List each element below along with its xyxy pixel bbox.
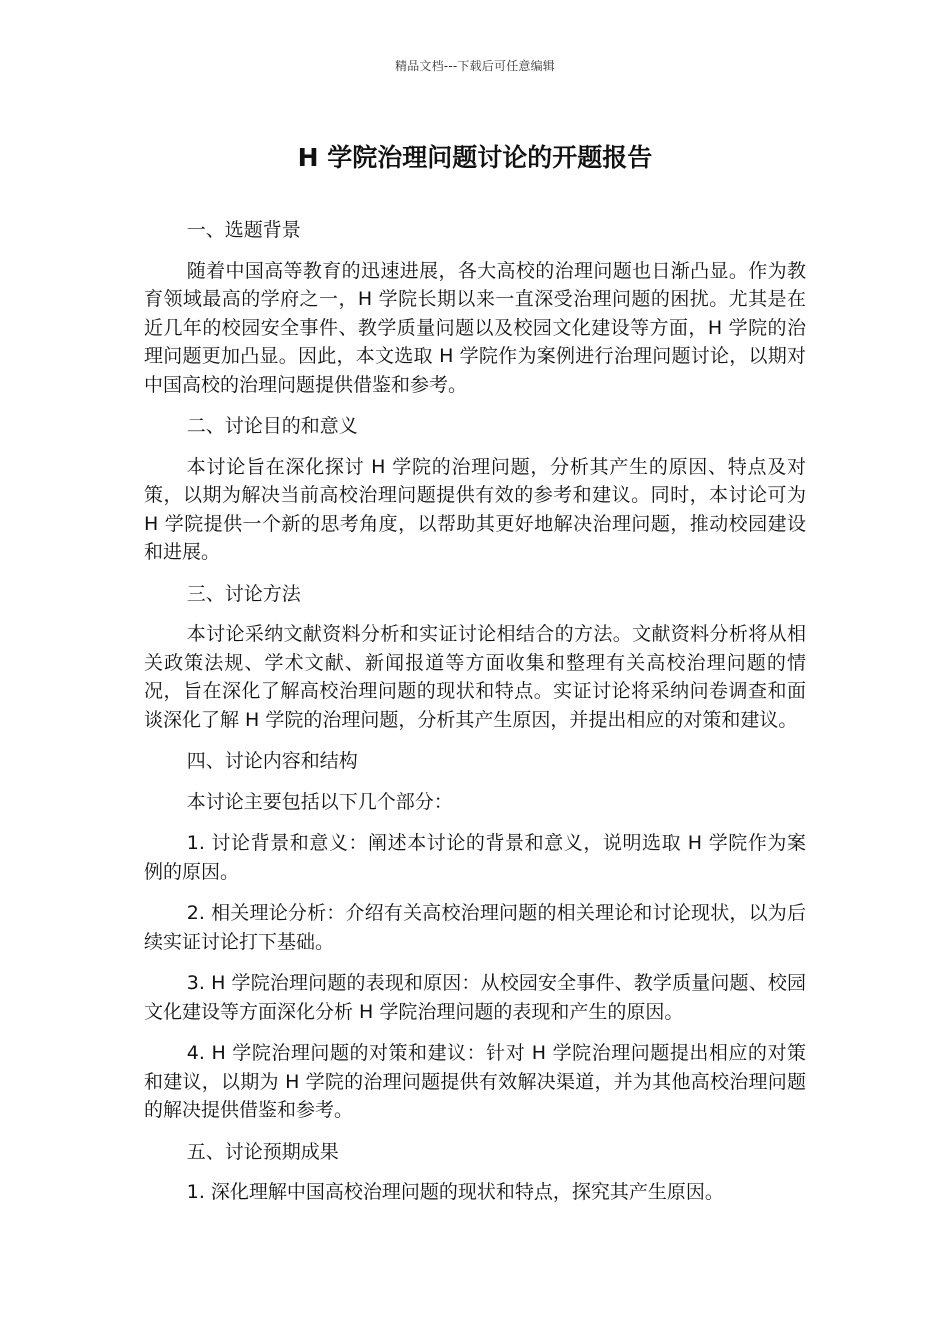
section-heading-content: 四、讨论内容和结构 [186,750,358,772]
list-item: 4. H 学院治理问题的对策和建议：针对 H 学院治理问题提出相应的对策和建议，以期为 H 学院的治理问题提供有效解决渠道，并为其他高校治理问题的解决提供借鉴和参考。 [144,1042,806,1121]
header-watermark: 精品文档---下载后可任意编辑 [395,59,555,73]
section-heading-background: 一、选题背景 [186,219,301,241]
list-item: 2. 相关理论分析：介绍有关高校治理问题的相关理论和讨论现状，以为后续实证讨论打下基础。 [144,902,806,953]
paragraph: 本讨论采纳文献资料分析和实证讨论相结合的方法。文献资料分析将从相关政策法规、学术文献、新闻报道等方面收集和整理有关高校治理问题的情况，旨在深化了解高校治理问题的现状和特点。实证讨论将采纳问卷调查和面谈深化了解 H 学院的治理问题，分析其产生原因，并提出相应的对策和建议。 [144,623,806,731]
document-body [144,216,806,1220]
paragraph: 随着中国高等教育的迅速进展，各大高校的治理问题也日渐凸显。作为教育领域最高的学府之一，H 学院长期以来一直深受治理问题的困扰。尤其是在近几年的校园安全事件、教学质量问题以及校园文化建设等方面，H 学院的治理问题更加凸显。因此，本文选取 H 学院作为案例进行治理问题讨论，以期对中国高校的治理问题提供借鉴和参考。 [144,259,806,396]
list-item: 1. 讨论背景和意义：阐述本讨论的背景和意义，说明选取 H 学院作为案例的原因。 [144,832,806,883]
document-title: H 学院治理问题讨论的开题报告 [297,143,653,172]
paragraph: 本讨论主要包括以下几个部分： [186,790,453,813]
paragraph: 本讨论旨在深化探讨 H 学院的治理问题，分析其产生的原因、特点及对策，以期为解决当前高校治理问题提供有效的参考和建议。同时，本讨论可为 H 学院提供一个新的思考角度，以帮助其更好地解决治理问题，推动校园建设和进展。 [144,455,806,563]
section-heading-outcomes: 五、讨论预期成果 [186,1140,339,1163]
list-item: 1. 深化理解中国高校治理问题的现状和特点，探究其产生原因。 [186,1181,724,1203]
section-heading-method: 三、讨论方法 [186,582,301,605]
section-heading-purpose: 二、讨论目的和意义 [186,415,358,437]
list-item: 3. H 学院治理问题的表现和原因：从校园安全事件、教学质量问题、校园文化建设等方面深化分析 H 学院治理问题的表现和产生的原因。 [144,972,806,1023]
